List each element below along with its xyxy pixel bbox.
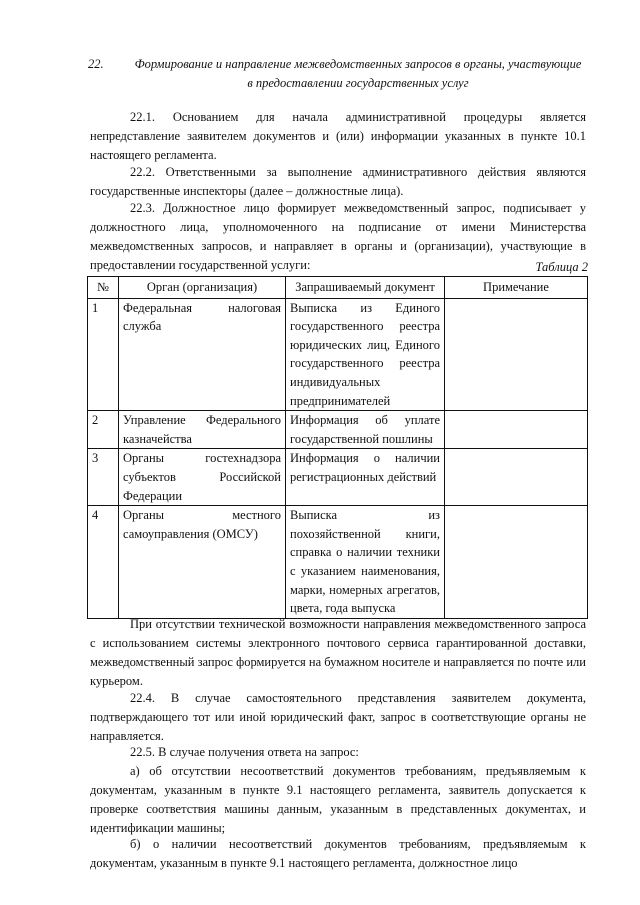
cell-num: 1 [88, 298, 119, 411]
table-row [88, 449, 588, 506]
cell-organization: Управление Федерального казначейства [119, 411, 286, 449]
section-title-line-2: в предоставлении государственных услуг [247, 76, 469, 90]
section-number: 22. [88, 57, 104, 71]
paragraph-22-5-a: а) об отсутствии несоответствий документов требованиям, предъявляемым к документам, указанным в пункте 9.1 настоящего регламента, заявитель допускается к проверке соответствия машины данным, указанным в представленных документах, и идентификации машины; [90, 764, 586, 835]
cell-num: 2 [88, 411, 119, 449]
cell-num: 3 [88, 449, 119, 506]
paragraph-22-1: 22.1. Основанием для начала административной процедуры является непредставление заявителем документов и (или) информации указанных в пункте 10.1 настоящего регламента. [90, 110, 586, 162]
cell-note [445, 411, 588, 449]
table-caption: Таблица 2 [535, 260, 588, 274]
cell-organization: Органы местного самоуправления (ОМСУ) [119, 506, 286, 619]
requests-table [87, 276, 588, 619]
cell-note [445, 298, 588, 411]
table-row [88, 506, 588, 619]
table-row [88, 411, 588, 449]
header-requested-document: Запрашиваемый документ [286, 277, 445, 299]
header-num: № [88, 277, 119, 299]
cell-requested-document: Выписка из Единого государственного реестра юридических лиц, Единого государственного реестра индивидуальных предпринимателей [286, 298, 445, 411]
header-note: Примечание [445, 277, 588, 299]
paragraph-22-3: 22.3. Должностное лицо формирует межведомственный запрос, подписывает у должностного лица, уполномоченного на подписание от имени Министерства межведомственных запросов, и направляет в органы и (организации), участвующие в предоставлении государственной услуги: [90, 201, 586, 272]
cell-requested-document: Выписка из похозяйственной книги, справка о наличии техники с указанием наименования, марки, номерных агрегатов, цвета, года выпуска [286, 506, 445, 619]
cell-organization: Органы гостехнадзора субъектов Российской Федерации [119, 449, 286, 506]
cell-organization: Федеральная налоговая служба [119, 298, 286, 411]
cell-requested-document: Информация о наличии регистрационных действий [286, 449, 445, 506]
section-title-line-1: Формирование и направление межведомственных запросов в органы, участвующие [134, 57, 582, 71]
paragraph-22-5: 22.5. В случае получения ответа на запрос: [130, 745, 359, 759]
section-heading [88, 55, 588, 93]
cell-note [445, 506, 588, 619]
header-organization: Орган (организация) [119, 277, 286, 299]
paragraph-22-4: 22.4. В случае самостоятельного представления заявителем документа, подтверждающего тот или иной юридический факт, запрос в соответствующие органы не направляется. [90, 691, 586, 743]
paragraph-no-tech: При отсутствии технической возможности направления межведомственного запроса с использованием системы электронного почтового сервиса гарантированной доставки, межведомственный запрос формируется на бумажном носителе и направляется по почте или курьером. [90, 617, 586, 688]
paragraph-22-5-b: б) о наличии несоответствий документов требованиям, предъявляемым к документам, указанным в пункте 9.1 настоящего регламента, должностное лицо [90, 837, 586, 870]
paragraph-22-2: 22.2. Ответственными за выполнение административного действия являются государственные инспекторы (далее – должностные лица). [90, 165, 586, 198]
cell-num: 4 [88, 506, 119, 619]
cell-requested-document: Информация об уплате государственной пошлины [286, 411, 445, 449]
table-header-row [88, 277, 588, 299]
cell-note [445, 449, 588, 506]
table-row [88, 298, 588, 411]
